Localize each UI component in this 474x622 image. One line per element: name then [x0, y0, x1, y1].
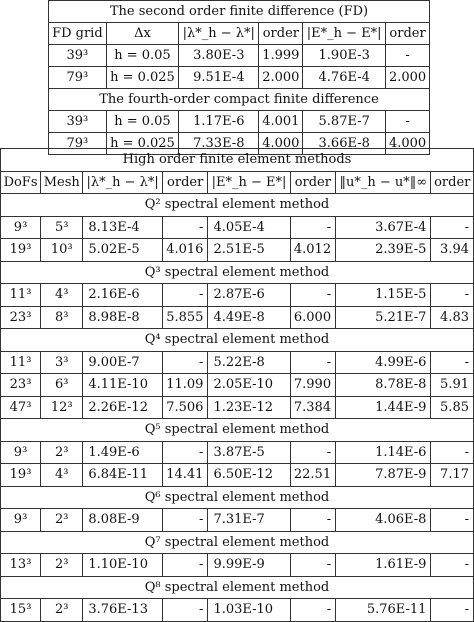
table-cell: 2³: [41, 554, 83, 577]
table-row: [1, 554, 474, 577]
table-cell: 4³: [41, 284, 83, 307]
table-cell: 6³: [41, 374, 83, 397]
table-cell: 7.87E-9: [336, 464, 431, 487]
table-cell: 4.83: [431, 306, 474, 329]
fd-column-header: Δx: [106, 23, 178, 45]
table-row: [1, 599, 474, 622]
table-cell: 3.94: [431, 239, 474, 262]
table-cell: 7.33E-8: [179, 133, 259, 155]
table-cell: 6.84E-11: [83, 464, 163, 487]
fd-column-header: FD grid: [49, 23, 107, 45]
table-row: [49, 45, 430, 67]
fd-subtitle-row: [49, 89, 430, 111]
table-row: [1, 216, 474, 239]
fe-table-body: [1, 149, 474, 622]
table-cell: 9.51E-4: [179, 67, 259, 89]
table-cell: -: [162, 216, 208, 239]
fd-column-header: |λ*_h − λ*|: [179, 23, 259, 45]
table-row: [1, 509, 474, 532]
table-cell: 2.000: [386, 67, 430, 89]
table-cell: 11³: [1, 351, 41, 374]
table-cell: 4.49E-8: [208, 306, 290, 329]
fd-results-table: [48, 0, 430, 155]
table-cell: 47³: [1, 396, 41, 419]
table-cell: 8.78E-8: [336, 374, 431, 397]
table-cell: 1.90E-3: [303, 45, 386, 67]
fd-table-title: The second order finite difference (FD): [49, 1, 430, 23]
fd-table-body: [49, 1, 430, 155]
table-cell: 11³: [1, 284, 41, 307]
table-cell: -: [162, 441, 208, 464]
table-cell: 4.000: [386, 133, 430, 155]
method-group-row: [1, 576, 474, 599]
fe-table-title: High order finite element methods: [1, 149, 474, 172]
table-cell: 6.50E-12: [208, 464, 290, 487]
fd-column-header: |E*_h − E*|: [303, 23, 386, 45]
table-cell: -: [162, 351, 208, 374]
table-cell: 9³: [1, 509, 41, 532]
fe-column-header: order: [431, 171, 474, 194]
table-cell: 23³: [1, 374, 41, 397]
fe-header-row: [1, 171, 474, 194]
fe-column-header: |E*_h − E*|: [208, 171, 290, 194]
method-group-row: [1, 486, 474, 509]
method-group-label: Q⁵ spectral element method: [1, 419, 474, 442]
table-row: [1, 239, 474, 262]
table-cell: 79³: [49, 67, 107, 89]
fe-title-row: [1, 149, 474, 172]
method-group-label: Q⁴ spectral element method: [1, 329, 474, 352]
table-cell: 1.23E-12: [208, 396, 290, 419]
fe-column-header: |λ*_h − λ*|: [83, 171, 163, 194]
table-cell: -: [431, 554, 474, 577]
table-cell: -: [431, 509, 474, 532]
table-row: [49, 67, 430, 89]
table-cell: 7.506: [162, 396, 208, 419]
table-cell: 2.05E-10: [208, 374, 290, 397]
table-cell: 7.31E-7: [208, 509, 290, 532]
table-cell: h = 0.05: [106, 111, 178, 133]
table-cell: 3³: [41, 351, 83, 374]
table-cell: 39³: [49, 111, 107, 133]
method-group-row: [1, 261, 474, 284]
table-cell: 19³: [1, 239, 41, 262]
table-cell: 11.09: [162, 374, 208, 397]
table-cell: -: [431, 216, 474, 239]
table-cell: 22.51: [290, 464, 336, 487]
fe-column-header: DoFs: [1, 171, 41, 194]
table-cell: -: [431, 441, 474, 464]
table-cell: 23³: [1, 306, 41, 329]
table-cell: 15³: [1, 599, 41, 622]
table-cell: -: [290, 216, 336, 239]
table-cell: 5³: [41, 216, 83, 239]
table-cell: 9³: [1, 216, 41, 239]
table-cell: -: [290, 284, 336, 307]
table-cell: 4.05E-4: [208, 216, 290, 239]
table-cell: 5.91: [431, 374, 474, 397]
table-cell: 9³: [1, 441, 41, 464]
table-cell: 12³: [41, 396, 83, 419]
table-cell: 5.21E-7: [336, 306, 431, 329]
table-cell: 2.26E-12: [83, 396, 163, 419]
method-group-row: [1, 329, 474, 352]
method-group-row: [1, 419, 474, 442]
table-row: [49, 111, 430, 133]
table-cell: 5.855: [162, 306, 208, 329]
fe-results-table: [0, 148, 474, 622]
table-cell: 7.990: [290, 374, 336, 397]
table-cell: 2.16E-6: [83, 284, 163, 307]
table-cell: 8.08E-9: [83, 509, 163, 532]
fd-column-header: order: [386, 23, 430, 45]
table-cell: 7.384: [290, 396, 336, 419]
table-cell: 5.85: [431, 396, 474, 419]
fe-column-header: ‖u*_h − u*‖∞: [336, 171, 431, 194]
table-cell: 4.000: [259, 133, 303, 155]
table-cell: 6.000: [290, 306, 336, 329]
table-cell: -: [290, 599, 336, 622]
table-row: [1, 306, 474, 329]
table-row: [1, 351, 474, 374]
method-group-label: Q⁷ spectral element method: [1, 531, 474, 554]
table-cell: 2.51E-5: [208, 239, 290, 262]
fe-column-header: Mesh: [41, 171, 83, 194]
table-cell: 3.80E-3: [179, 45, 259, 67]
fd-header-row: [49, 23, 430, 45]
table-cell: 4.016: [162, 239, 208, 262]
table-cell: h = 0.025: [106, 133, 178, 155]
table-cell: 5.87E-7: [303, 111, 386, 133]
fd-title-row: [49, 1, 430, 23]
fd-column-header: order: [259, 23, 303, 45]
table-cell: 1.61E-9: [336, 554, 431, 577]
fd-table-subtitle: The fourth-order compact finite difference: [49, 89, 430, 111]
table-cell: -: [290, 351, 336, 374]
table-cell: 5.76E-11: [336, 599, 431, 622]
table-cell: h = 0.025: [106, 67, 178, 89]
table-cell: -: [162, 284, 208, 307]
table-cell: -: [386, 111, 430, 133]
table-cell: 2.000: [259, 67, 303, 89]
table-cell: 10³: [41, 239, 83, 262]
table-cell: 13³: [1, 554, 41, 577]
fe-column-header: order: [162, 171, 208, 194]
table-cell: -: [290, 554, 336, 577]
table-cell: 8³: [41, 306, 83, 329]
table-cell: 9.99E-9: [208, 554, 290, 577]
method-group-label: Q³ spectral element method: [1, 261, 474, 284]
table-cell: -: [431, 284, 474, 307]
table-cell: -: [431, 599, 474, 622]
table-cell: 8.98E-8: [83, 306, 163, 329]
method-group-label: Q⁸ spectral element method: [1, 576, 474, 599]
table-cell: h = 0.05: [106, 45, 178, 67]
method-group-label: Q⁶ spectral element method: [1, 486, 474, 509]
table-row: [1, 284, 474, 307]
table-row: [1, 374, 474, 397]
table-cell: 4.11E-10: [83, 374, 163, 397]
table-cell: 3.67E-4: [336, 216, 431, 239]
table-cell: 2³: [41, 441, 83, 464]
table-cell: -: [290, 441, 336, 464]
table-cell: 5.22E-8: [208, 351, 290, 374]
table-cell: 3.76E-13: [83, 599, 163, 622]
table-cell: 4.012: [290, 239, 336, 262]
table-cell: -: [431, 351, 474, 374]
table-cell: 4.76E-4: [303, 67, 386, 89]
table-cell: -: [162, 599, 208, 622]
table-cell: -: [162, 509, 208, 532]
method-group-label: Q² spectral element method: [1, 194, 474, 217]
table-cell: 2.87E-6: [208, 284, 290, 307]
table-cell: 2³: [41, 599, 83, 622]
table-row: [1, 464, 474, 487]
table-cell: -: [162, 554, 208, 577]
table-cell: 8.13E-4: [83, 216, 163, 239]
table-cell: 1.17E-6: [179, 111, 259, 133]
table-row: [1, 441, 474, 464]
table-cell: 5.02E-5: [83, 239, 163, 262]
method-group-row: [1, 531, 474, 554]
table-cell: 4.99E-6: [336, 351, 431, 374]
table-cell: 2.39E-5: [336, 239, 431, 262]
table-cell: 1.10E-10: [83, 554, 163, 577]
table-cell: 3.87E-5: [208, 441, 290, 464]
table-cell: 4.06E-8: [336, 509, 431, 532]
table-cell: 4³: [41, 464, 83, 487]
table-cell: 1.999: [259, 45, 303, 67]
table-cell: 1.44E-9: [336, 396, 431, 419]
table-cell: 39³: [49, 45, 107, 67]
table-cell: 3.66E-8: [303, 133, 386, 155]
table-cell: -: [386, 45, 430, 67]
table-cell: 9.00E-7: [83, 351, 163, 374]
table-cell: 2³: [41, 509, 83, 532]
table-cell: 1.14E-6: [336, 441, 431, 464]
table-cell: -: [290, 509, 336, 532]
fe-column-header: order: [290, 171, 336, 194]
method-group-row: [1, 194, 474, 217]
table-cell: 19³: [1, 464, 41, 487]
table-cell: 1.49E-6: [83, 441, 163, 464]
table-cell: 7.17: [431, 464, 474, 487]
table-cell: 1.15E-5: [336, 284, 431, 307]
table-cell: 79³: [49, 133, 107, 155]
table-cell: 1.03E-10: [208, 599, 290, 622]
table-row: [1, 396, 474, 419]
table-cell: 14.41: [162, 464, 208, 487]
table-cell: 4.001: [259, 111, 303, 133]
